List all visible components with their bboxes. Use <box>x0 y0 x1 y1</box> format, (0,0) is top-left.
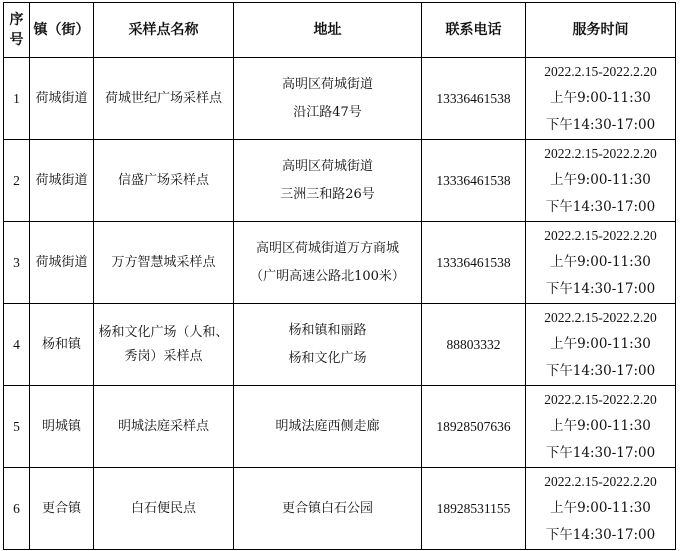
table-row <box>4 304 676 386</box>
time-date-range: 2022.2.15-2022.2.20 <box>544 146 657 161</box>
time-morning: 上午9:00-11:30 <box>550 90 651 106</box>
address-line: 沿江路47号 <box>293 104 362 120</box>
table-header-row <box>4 3 676 58</box>
row-town: 荷城街道 <box>30 58 94 140</box>
time-afternoon: 下午14:30-17:00 <box>545 363 656 379</box>
row-address <box>234 140 422 222</box>
row-time <box>526 222 676 304</box>
row-town: 荷城街道 <box>30 140 94 222</box>
address-line: 高明区荷城街道 <box>281 158 373 174</box>
address-line: 更合镇白石公园 <box>281 500 373 516</box>
time-date-range: 2022.2.15-2022.2.20 <box>544 228 657 243</box>
row-seq: 3 <box>4 222 30 304</box>
row-phone: 18928531155 <box>422 468 526 550</box>
row-phone: 18928507636 <box>422 386 526 468</box>
table-row <box>4 468 676 550</box>
row-site: 白石便民点 <box>94 468 234 550</box>
time-afternoon: 下午14:30-17:00 <box>545 527 656 543</box>
row-town: 明城镇 <box>30 386 94 468</box>
sampling-sites-table <box>3 2 676 550</box>
header-town: 镇（街） <box>30 3 94 58</box>
row-time <box>526 304 676 386</box>
row-address <box>234 304 422 386</box>
time-afternoon: 下午14:30-17:00 <box>545 281 656 297</box>
time-morning: 上午9:00-11:30 <box>550 336 651 352</box>
row-site: 杨和文化广场（人和、秀岗）采样点 <box>94 304 234 386</box>
time-date-range: 2022.2.15-2022.2.20 <box>544 474 657 489</box>
row-address <box>234 386 422 468</box>
address-line: （广明高速公路北100米） <box>250 268 405 284</box>
time-afternoon: 下午14:30-17:00 <box>545 199 656 215</box>
address-line: 高明区荷城街道 <box>281 76 373 92</box>
row-site: 万方智慧城采样点 <box>94 222 234 304</box>
table-row <box>4 386 676 468</box>
row-address <box>234 468 422 550</box>
header-address: 地址 <box>234 3 422 58</box>
header-seq: 序号 <box>4 3 30 58</box>
row-seq: 5 <box>4 386 30 468</box>
time-afternoon: 下午14:30-17:00 <box>545 445 656 461</box>
row-seq: 2 <box>4 140 30 222</box>
table-row <box>4 140 676 222</box>
time-date-range: 2022.2.15-2022.2.20 <box>544 64 657 79</box>
row-time <box>526 58 676 140</box>
address-line: 杨和文化广场 <box>288 350 367 366</box>
row-phone: 13336461538 <box>422 58 526 140</box>
time-date-range: 2022.2.15-2022.2.20 <box>544 392 657 407</box>
row-seq: 4 <box>4 304 30 386</box>
row-town: 更合镇 <box>30 468 94 550</box>
time-morning: 上午9:00-11:30 <box>550 418 651 434</box>
row-time <box>526 468 676 550</box>
time-morning: 上午9:00-11:30 <box>550 172 651 188</box>
row-phone: 88803332 <box>422 304 526 386</box>
row-town: 杨和镇 <box>30 304 94 386</box>
row-town: 荷城街道 <box>30 222 94 304</box>
table-row <box>4 222 676 304</box>
row-seq: 6 <box>4 468 30 550</box>
row-site: 信盛广场采样点 <box>94 140 234 222</box>
address-line: 杨和镇和丽路 <box>288 322 367 338</box>
table-row <box>4 58 676 140</box>
row-time <box>526 386 676 468</box>
time-morning: 上午9:00-11:30 <box>550 254 651 270</box>
row-seq: 1 <box>4 58 30 140</box>
time-date-range: 2022.2.15-2022.2.20 <box>544 310 657 325</box>
time-morning: 上午9:00-11:30 <box>550 500 651 516</box>
address-line: 明城法庭西侧走廊 <box>275 418 380 434</box>
row-site: 荷城世纪广场采样点 <box>94 58 234 140</box>
header-site: 采样点名称 <box>94 3 234 58</box>
row-address <box>234 58 422 140</box>
row-phone: 13336461538 <box>422 140 526 222</box>
time-afternoon: 下午14:30-17:00 <box>545 117 656 133</box>
address-line: 高明区荷城街道万方商城 <box>255 240 399 256</box>
address-line: 三洲三和路26号 <box>280 186 375 202</box>
row-address <box>234 222 422 304</box>
row-phone: 13336461538 <box>422 222 526 304</box>
row-site: 明城法庭采样点 <box>94 386 234 468</box>
header-time: 服务时间 <box>526 3 676 58</box>
header-phone: 联系电话 <box>422 3 526 58</box>
row-time <box>526 140 676 222</box>
